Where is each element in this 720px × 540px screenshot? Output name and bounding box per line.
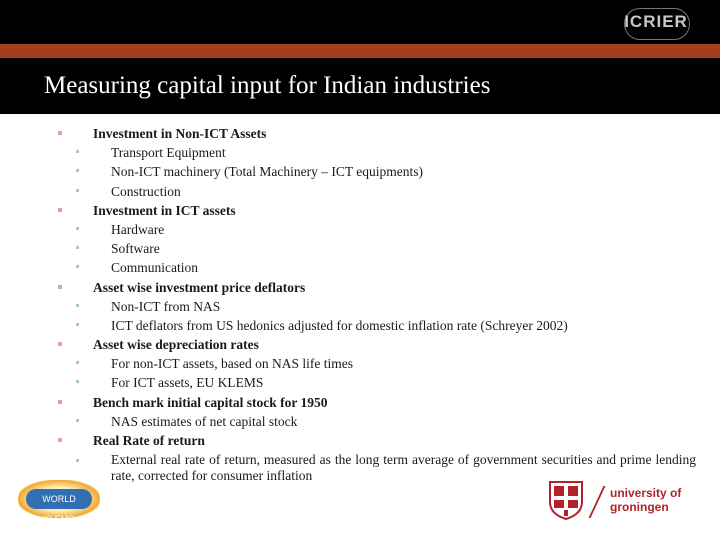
sub-bullet-item [56,373,696,392]
bullet-heading [56,431,696,450]
sub-bullet-item [56,258,696,277]
sub-bullet-text: NAS estimates of net capital stock [111,413,298,429]
bullet-heading-text: Investment in Non-ICT Assets [93,126,267,141]
bullet-square-icon [58,208,62,212]
sub-bullet-square-icon [76,361,79,364]
sub-bullet-text: Non-ICT from NAS [111,298,221,314]
sub-bullet-square-icon [76,227,79,230]
icrier-logo [620,8,692,38]
world-klems-logo [18,480,100,524]
header-accent-stripe [0,44,720,58]
sub-bullet-text: Communication [111,260,198,276]
sub-bullet-item [56,162,696,181]
sub-bullet-square-icon [76,323,79,326]
bullet-heading-text: Investment in ICT assets [93,202,236,218]
sub-bullet-item [56,316,696,335]
bullet-square-icon [58,438,62,442]
sub-bullet-text: For non-ICT assets, based on NAS life times [111,356,353,372]
bullet-square-icon [58,131,62,135]
sub-bullet-square-icon [76,419,79,422]
sub-bullet-square-icon [76,246,79,249]
sub-bullet-text: Non-ICT machinery (Total Machinery – ICT equipments) [111,164,423,180]
sub-bullet-square-icon [76,150,79,153]
sub-bullet-text: External real rate of return, measured as the long term average of government securities and prime lending rate, corrected for consumer inflation [111,452,696,484]
sub-bullet-text: For ICT assets, EU KLEMS [111,375,264,391]
groningen-logo-divider [589,486,606,518]
bullet-heading-text: Asset wise depreciation rates [93,337,259,353]
sub-bullet-square-icon [76,189,79,192]
bullet-heading [56,393,696,412]
bullet-heading [56,124,696,143]
sub-bullet-item [56,182,696,201]
icrier-logo-text: ICRIER [624,12,688,31]
bullet-heading [56,278,696,297]
sub-bullet-text: ICT deflators from US hedonics adjusted for domestic inflation rate (Schreyer 2002) [111,317,568,333]
sub-bullet-item [56,143,696,162]
sub-bullet-item [56,239,696,258]
sub-bullet-item [56,354,696,373]
bullet-square-icon [58,400,62,404]
sub-bullet-square-icon [76,304,79,307]
bullet-heading [56,201,696,220]
groningen-crest-icon [548,480,584,520]
bullet-heading-text: Bench mark initial capital stock for 1950 [93,394,328,410]
bullet-heading [56,335,696,354]
sub-bullet-item [56,412,696,431]
sub-bullet-text: Construction [111,183,181,199]
sub-bullet-square-icon [76,380,79,383]
sub-bullet-text: Hardware [111,221,165,237]
bullet-heading-text: Real Rate of return [93,433,205,448]
sub-bullet-item [56,220,696,239]
slide-title: Measuring capital input for Indian industries [44,72,491,99]
sub-bullet-square-icon [76,169,79,172]
sub-bullet-text: Transport Equipment [111,145,226,161]
sub-bullet-square-icon [76,459,79,462]
header-top-bar [0,0,720,44]
bullet-square-icon [58,285,62,289]
bullet-heading-text: Asset wise investment price deflators [93,279,306,295]
bullet-square-icon [58,342,62,346]
university-logo-line1: university of [610,486,682,500]
university-logo-line2: groningen [610,500,669,514]
world-klems-logo-text: WORLD KLEMS [26,489,92,509]
sub-bullet-item [56,297,696,316]
sub-bullet-text: Software [111,241,160,257]
university-of-groningen-logo [548,478,698,526]
bullet-list [56,124,696,484]
sub-bullet-square-icon [76,265,79,268]
